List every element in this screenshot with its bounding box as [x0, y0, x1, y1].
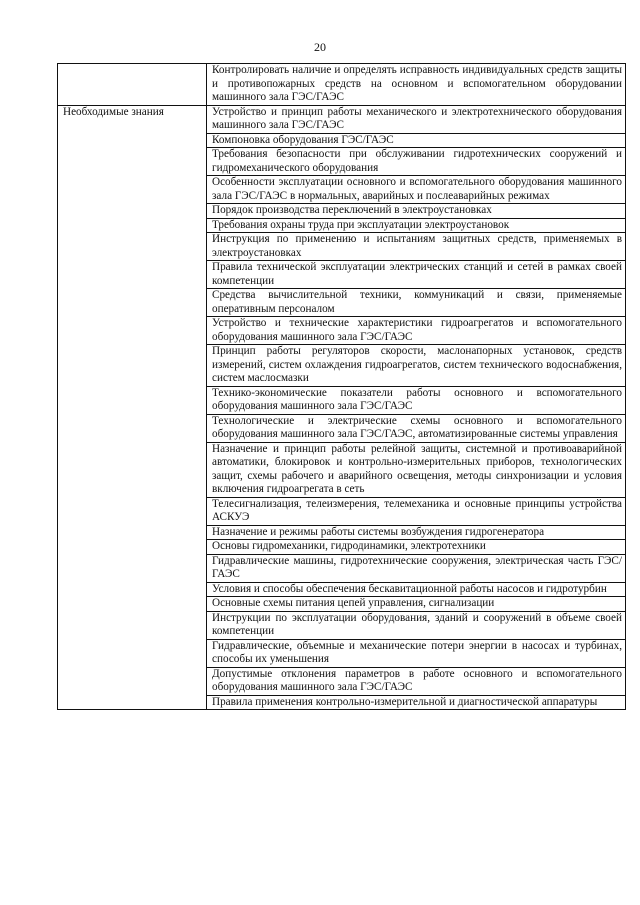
knowledge-item: Инструкция по применению и испытаниям защитных средств, применяемых в электроустановках — [207, 233, 626, 261]
knowledge-item: Допустимые отклонения параметров в работе основного и вспомогательного оборудования машинного зала ГЭС/ГАЭС — [207, 667, 626, 695]
knowledge-item: Правила технической эксплуатации электрических станций и сетей в рамках своей компетенции — [207, 261, 626, 289]
table-row — [58, 105, 626, 133]
page-number: 20 — [314, 40, 326, 54]
knowledge-item: Средства вычислительной техники, коммуникаций и связи, применяемые оперативным персоналом — [207, 289, 626, 317]
knowledge-item: Условия и способы обеспечения бескавитационной работы насосов и гидротурбин — [207, 582, 626, 597]
knowledge-item: Назначение и принцип работы релейной защиты, системной и противоаварийной автоматики, блокировок и контрольно-измерительных приборов, технологических защит, схемы рабочего и аварийного освещения, методы синхронизации и условия включения гидроагрегата в сеть — [207, 442, 626, 497]
knowledge-item: Компоновка оборудования ГЭС/ГАЭС — [207, 133, 626, 148]
knowledge-item: Технологические и электрические схемы основного и вспомогательного оборудования машинного зала ГЭС/ГАЭС, автоматизированные системы управления — [207, 414, 626, 442]
knowledge-table — [57, 63, 626, 710]
row-label — [58, 64, 207, 106]
knowledge-item: Назначение и режимы работы системы возбуждения гидрогенератора — [207, 525, 626, 540]
knowledge-item: Устройство и технические характеристики гидроагрегатов и вспомогательного оборудования машинного зала ГЭС/ГАЭС — [207, 317, 626, 345]
knowledge-item: Порядок производства переключений в электроустановках — [207, 204, 626, 219]
table-row — [58, 64, 626, 106]
knowledge-item: Гидравлические, объемные и механические потери энергии в насосах и турбинах, способы их уменьшения — [207, 639, 626, 667]
knowledge-item: Требования безопасности при обслуживании гидротехнических сооружений и гидромеханического оборудования — [207, 148, 626, 176]
knowledge-item: Правила применения контрольно-измерительной и диагностической аппаратуры — [207, 695, 626, 710]
knowledge-item: Основы гидромеханики, гидродинамики, электротехники — [207, 540, 626, 555]
knowledge-item: Технико-экономические показатели работы основного и вспомогательного оборудования машинного зала ГЭС/ГАЭС — [207, 386, 626, 414]
knowledge-item: Инструкции по эксплуатации оборудования, зданий и сооружений в объеме своей компетенции — [207, 611, 626, 639]
knowledge-item: Основные схемы питания цепей управления, сигнализации — [207, 597, 626, 612]
knowledge-item: Особенности эксплуатации основного и вспомогательного оборудования машинного зала ГЭС/ГАЭС в нормальных, аварийных и послеаварийных режимах — [207, 176, 626, 204]
knowledge-item: Телесигнализация, телеизмерения, телемеханика и основные принципы устройства АСКУЭ — [207, 497, 626, 525]
section-label: Необходимые знания — [58, 105, 207, 710]
knowledge-item: Принцип работы регуляторов скорости, маслонапорных установок, средств измерений, систем охлаждения гидроагрегатов, систем технического водоснабжения, систем маслосмазки — [207, 345, 626, 387]
knowledge-item: Гидравлические машины, гидротехнические сооружения, электрическая часть ГЭС/ГАЭС — [207, 554, 626, 582]
knowledge-item: Требования охраны труда при эксплуатации электроустановок — [207, 218, 626, 233]
knowledge-item: Устройство и принцип работы механического и электротехнического оборудования машинного зала ГЭС/ГАЭС — [207, 105, 626, 133]
row-text: Контролировать наличие и определять исправность индивидуальных средств защиты и противопожарных средств на основном и вспомогательном оборудовании машинного зала ГЭС/ГАЭС — [207, 64, 626, 106]
